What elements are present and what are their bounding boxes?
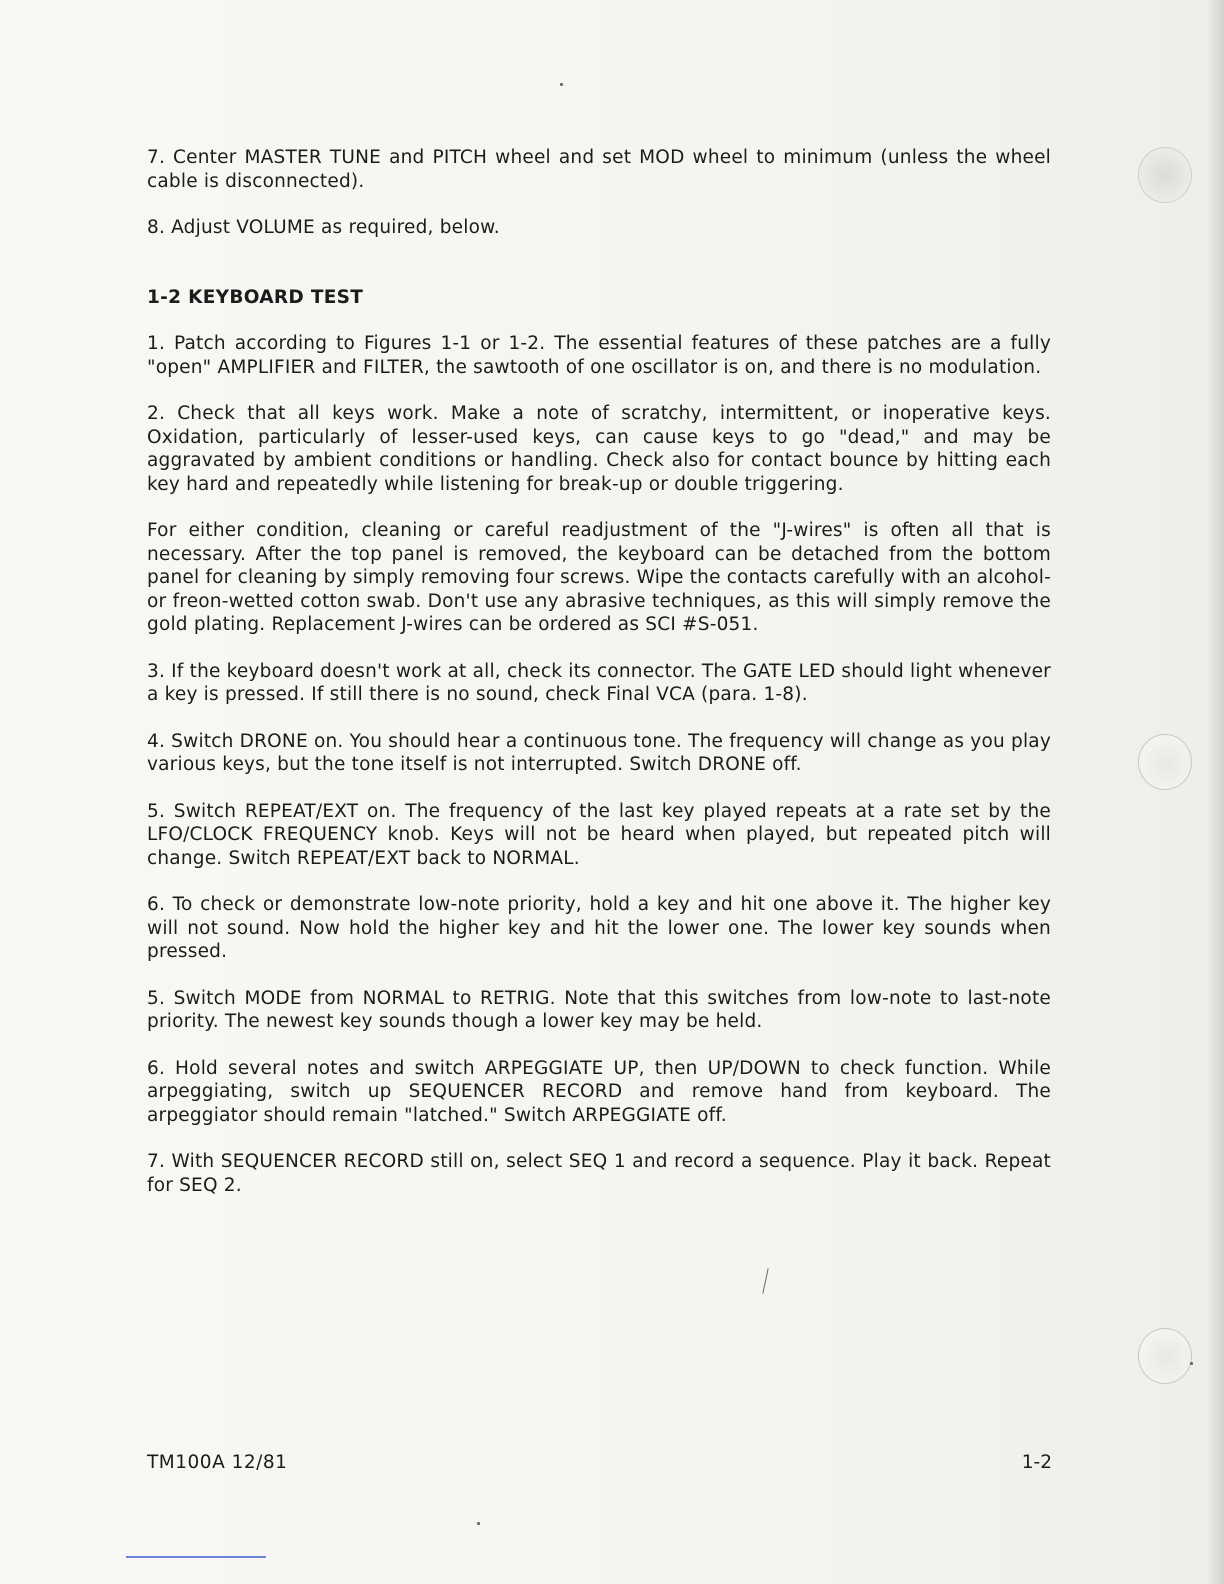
- paragraph-mode-retrig: 5. Switch MODE from NORMAL to RETRIG. Note that this switches from low-note to last-note priority. The newest key sounds though a lower key may be held.: [147, 987, 1051, 1032]
- binder-hole-top: [1138, 147, 1192, 203]
- paragraph-arpeggiate: 6. Hold several notes and switch ARPEGGIATE UP, then UP/DOWN to check function. While arpeggiating, switch up SEQUENCER RECORD and remove hand from keyboard. The arpeggiator should remain "latched." Switch ARPEGGIATE off.: [147, 1057, 1051, 1126]
- section-title: 1-2 KEYBOARD TEST: [147, 286, 364, 308]
- page-edge-shadow: [1206, 0, 1224, 1584]
- step-7-center-tune: 7. Center MASTER TUNE and PITCH wheel and set MOD wheel to minimum (unless the wheel cable is disconnected).: [147, 147, 1051, 192]
- paragraph-patch: 1. Patch according to Figures 1-1 or 1-2. The essential features of these patches are a fully "open" AMPLIFIER and FILTER, the sawtooth of one oscillator is on, and there is no modulation.: [147, 333, 1051, 378]
- paragraph-repeat: 5. Switch REPEAT/EXT on. The frequency of the last key played repeats at a rate set by the LFO/CLOCK FREQUENCY knob. Keys will not be heard when played, but repeated pitch will change. Switch REPEAT/EXT back to NORMAL.: [147, 800, 1051, 869]
- scan-speck: [477, 1522, 480, 1525]
- footer-page-number: 1-2: [1021, 1452, 1052, 1473]
- footer-doc-id: TM100A 12/81: [147, 1452, 288, 1473]
- paragraph-cleaning: For either condition, cleaning or careful readjustment of the "J-wires" is often all that is necessary. After the top panel is removed, the keyboard can be detached from the bottom panel for cleaning by simply removing four screws. Wipe the contacts carefully with an alcohol- or freon-wetted cotton swab. Don't use any abrasive techniques, as this will simply remove the gold plating. Replacement J-wires can be ordered as SCI #S-051.: [147, 520, 1051, 635]
- paragraph-check-keys: 2. Check that all keys work. Make a note of scratchy, intermittent, or inoperative keys. Oxidation, particularly of lesser-used keys, can cause keys to go "dead," and may be aggravated by ambient conditions or handling. Check also for contact bounce by hitting each key hard and repeatedly while listening for break-up or double triggering.: [147, 403, 1051, 495]
- binder-hole-bottom: [1138, 1328, 1192, 1384]
- paragraph-connector: 3. If the keyboard doesn't work at all, check its connector. The GATE LED should light whenever a key is pressed. If still there is no sound, check Final VCA (para. 1-8).: [147, 660, 1051, 705]
- paragraph-low-note-priority: 6. To check or demonstrate low-note priority, hold a key and hit one above it. The higher key will not sound. Now hold the higher key and hit the lower one. The lower key sounds when pressed.: [147, 894, 1051, 962]
- scan-speck: [1190, 1362, 1193, 1365]
- scan-speck: [560, 83, 563, 86]
- document-body: [147, 146, 1051, 1197]
- underline-mark: [126, 1556, 266, 1558]
- binder-hole-middle: [1138, 734, 1192, 790]
- step-8-adjust-volume: 8. Adjust VOLUME as required, below.: [147, 217, 500, 238]
- paragraph-drone: 4. Switch DRONE on. You should hear a continuous tone. The frequency will change as you play various keys, but the tone itself is not interrupted. Switch DRONE off.: [147, 730, 1051, 775]
- pen-stroke: [762, 1268, 768, 1294]
- paragraph-sequencer: 7. With SEQUENCER RECORD still on, select SEQ 1 and record a sequence. Play it back. Repeat for SEQ 2.: [147, 1151, 1051, 1196]
